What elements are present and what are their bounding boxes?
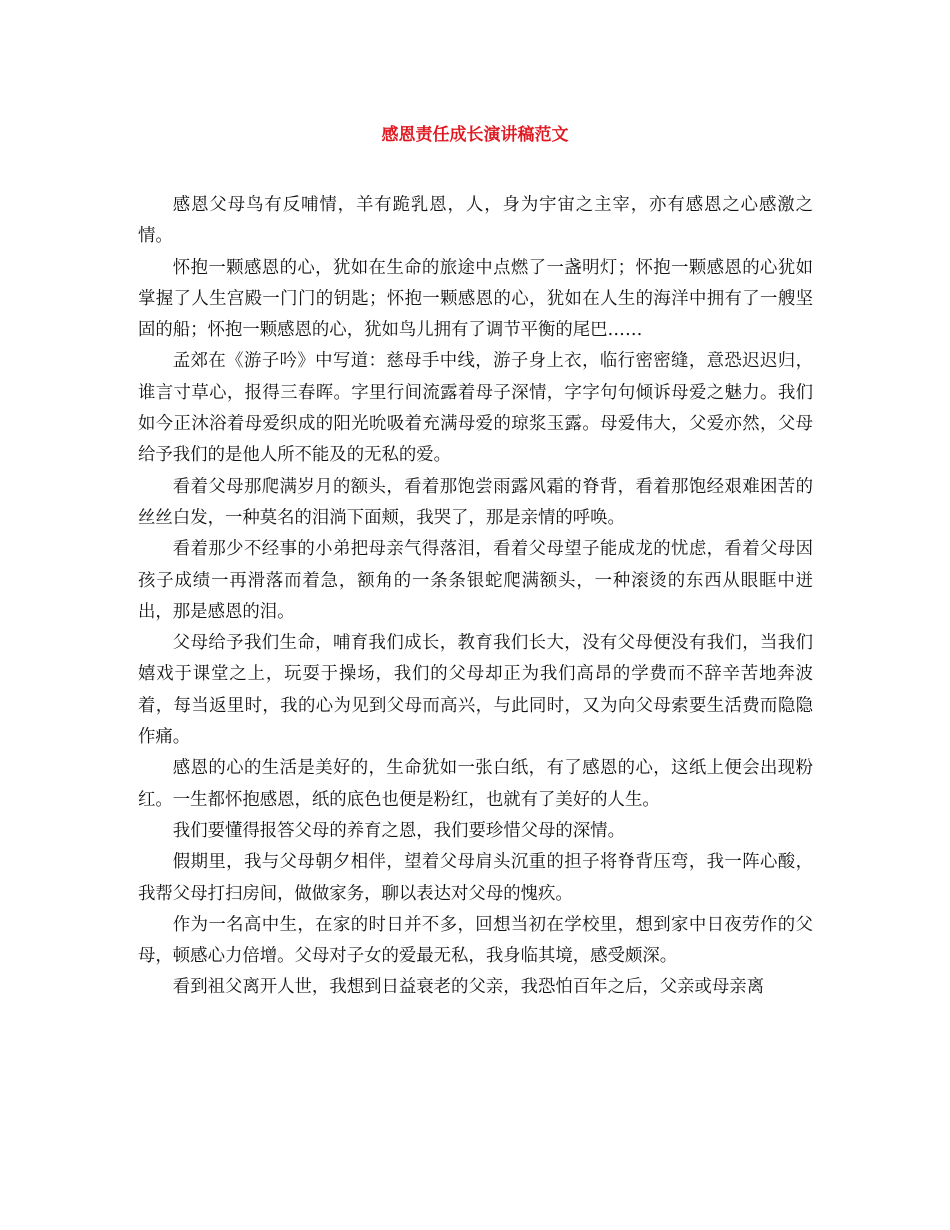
- paragraph: 感恩的心的生活是美好的，生命犹如一张白纸，有了感恩的心，这纸上便会出现粉红。一生都怀抱感恩，纸的底色也便是粉红，也就有了美好的人生。: [138, 758, 813, 810]
- paragraph: 孟郊在《游子吟》中写道：慈母手中线，游子身上衣，临行密密缝，意恐迟迟归，谁言寸草心，报得三春晖。字里行间流露着母子深情，字字句句倾诉母爱之魅力。我们如今正沐浴着母爱织成的阳光吮吸着充满母爱的琼浆玉露。母爱伟大，父爱亦然，父母给予我们的是他人所不能及的无私的爱。: [138, 351, 813, 466]
- paragraph: 看着那少不经事的小弟把母亲气得落泪，看着父母望子能成龙的忧虑，看着父母因孩子成绩一再滑落而着急，额角的一条条银蛇爬满额头，一种滚烫的东西从眼眶中迸出，那是感恩的泪。: [138, 539, 813, 622]
- paragraph: 父母给予我们生命，哺育我们成长，教育我们长大，没有父母便没有我们，当我们嬉戏于课堂之上，玩耍于操场，我们的父母却正为我们高昂的学费而不辞辛苦地奔波着，每当返里时，我的心为见到父母而高兴，与此同时，又为向父母索要生活费而隐隐作痛。: [138, 633, 813, 748]
- document-body: [138, 190, 813, 1004]
- paragraph: 假期里，我与父母朝夕相伴，望着父母肩头沉重的担子将脊背压弯，我一阵心酸，我帮父母打扫房间，做做家务，聊以表达对父母的愧疚。: [138, 852, 813, 904]
- paragraph: 怀抱一颗感恩的心，犹如在生命的旅途中点燃了一盏明灯；怀抱一颗感恩的心犹如掌握了人生宫殿一门门的钥匙；怀抱一颗感恩的心，犹如在人生的海洋中拥有了一艘坚固的船；怀抱一颗感恩的心，犹如鸟儿拥有了调节平衡的尾巴……: [138, 257, 813, 341]
- paragraph: 感恩父母鸟有反哺情，羊有跪乳恩，人，身为宇宙之主宰，亦有感恩之心感激之情。: [138, 195, 813, 247]
- paragraph: 看到祖父离开人世，我想到日益衰老的父亲，我恐怕百年之后，父亲或母亲离: [172, 977, 765, 998]
- paragraph: 我们要懂得报答父母的养育之恩，我们要珍惜父母的深情。: [172, 820, 625, 841]
- paragraph: 看着父母那爬满岁月的额头，看着那饱尝雨露风霜的脊背，看着那饱经艰难困苦的丝丝白发，一种莫名的泪淌下面颊，我哭了，那是亲情的呼唤。: [138, 476, 813, 528]
- document-title: 感恩责任成长演讲稿范文: [381, 125, 569, 145]
- paragraph: 作为一名高中生，在家的时日并不多，回想当初在学校里，想到家中日夜劳作的父母，顿感心力倍增。父母对子女的爱最无私，我身临其境，感受颇深。: [138, 914, 813, 967]
